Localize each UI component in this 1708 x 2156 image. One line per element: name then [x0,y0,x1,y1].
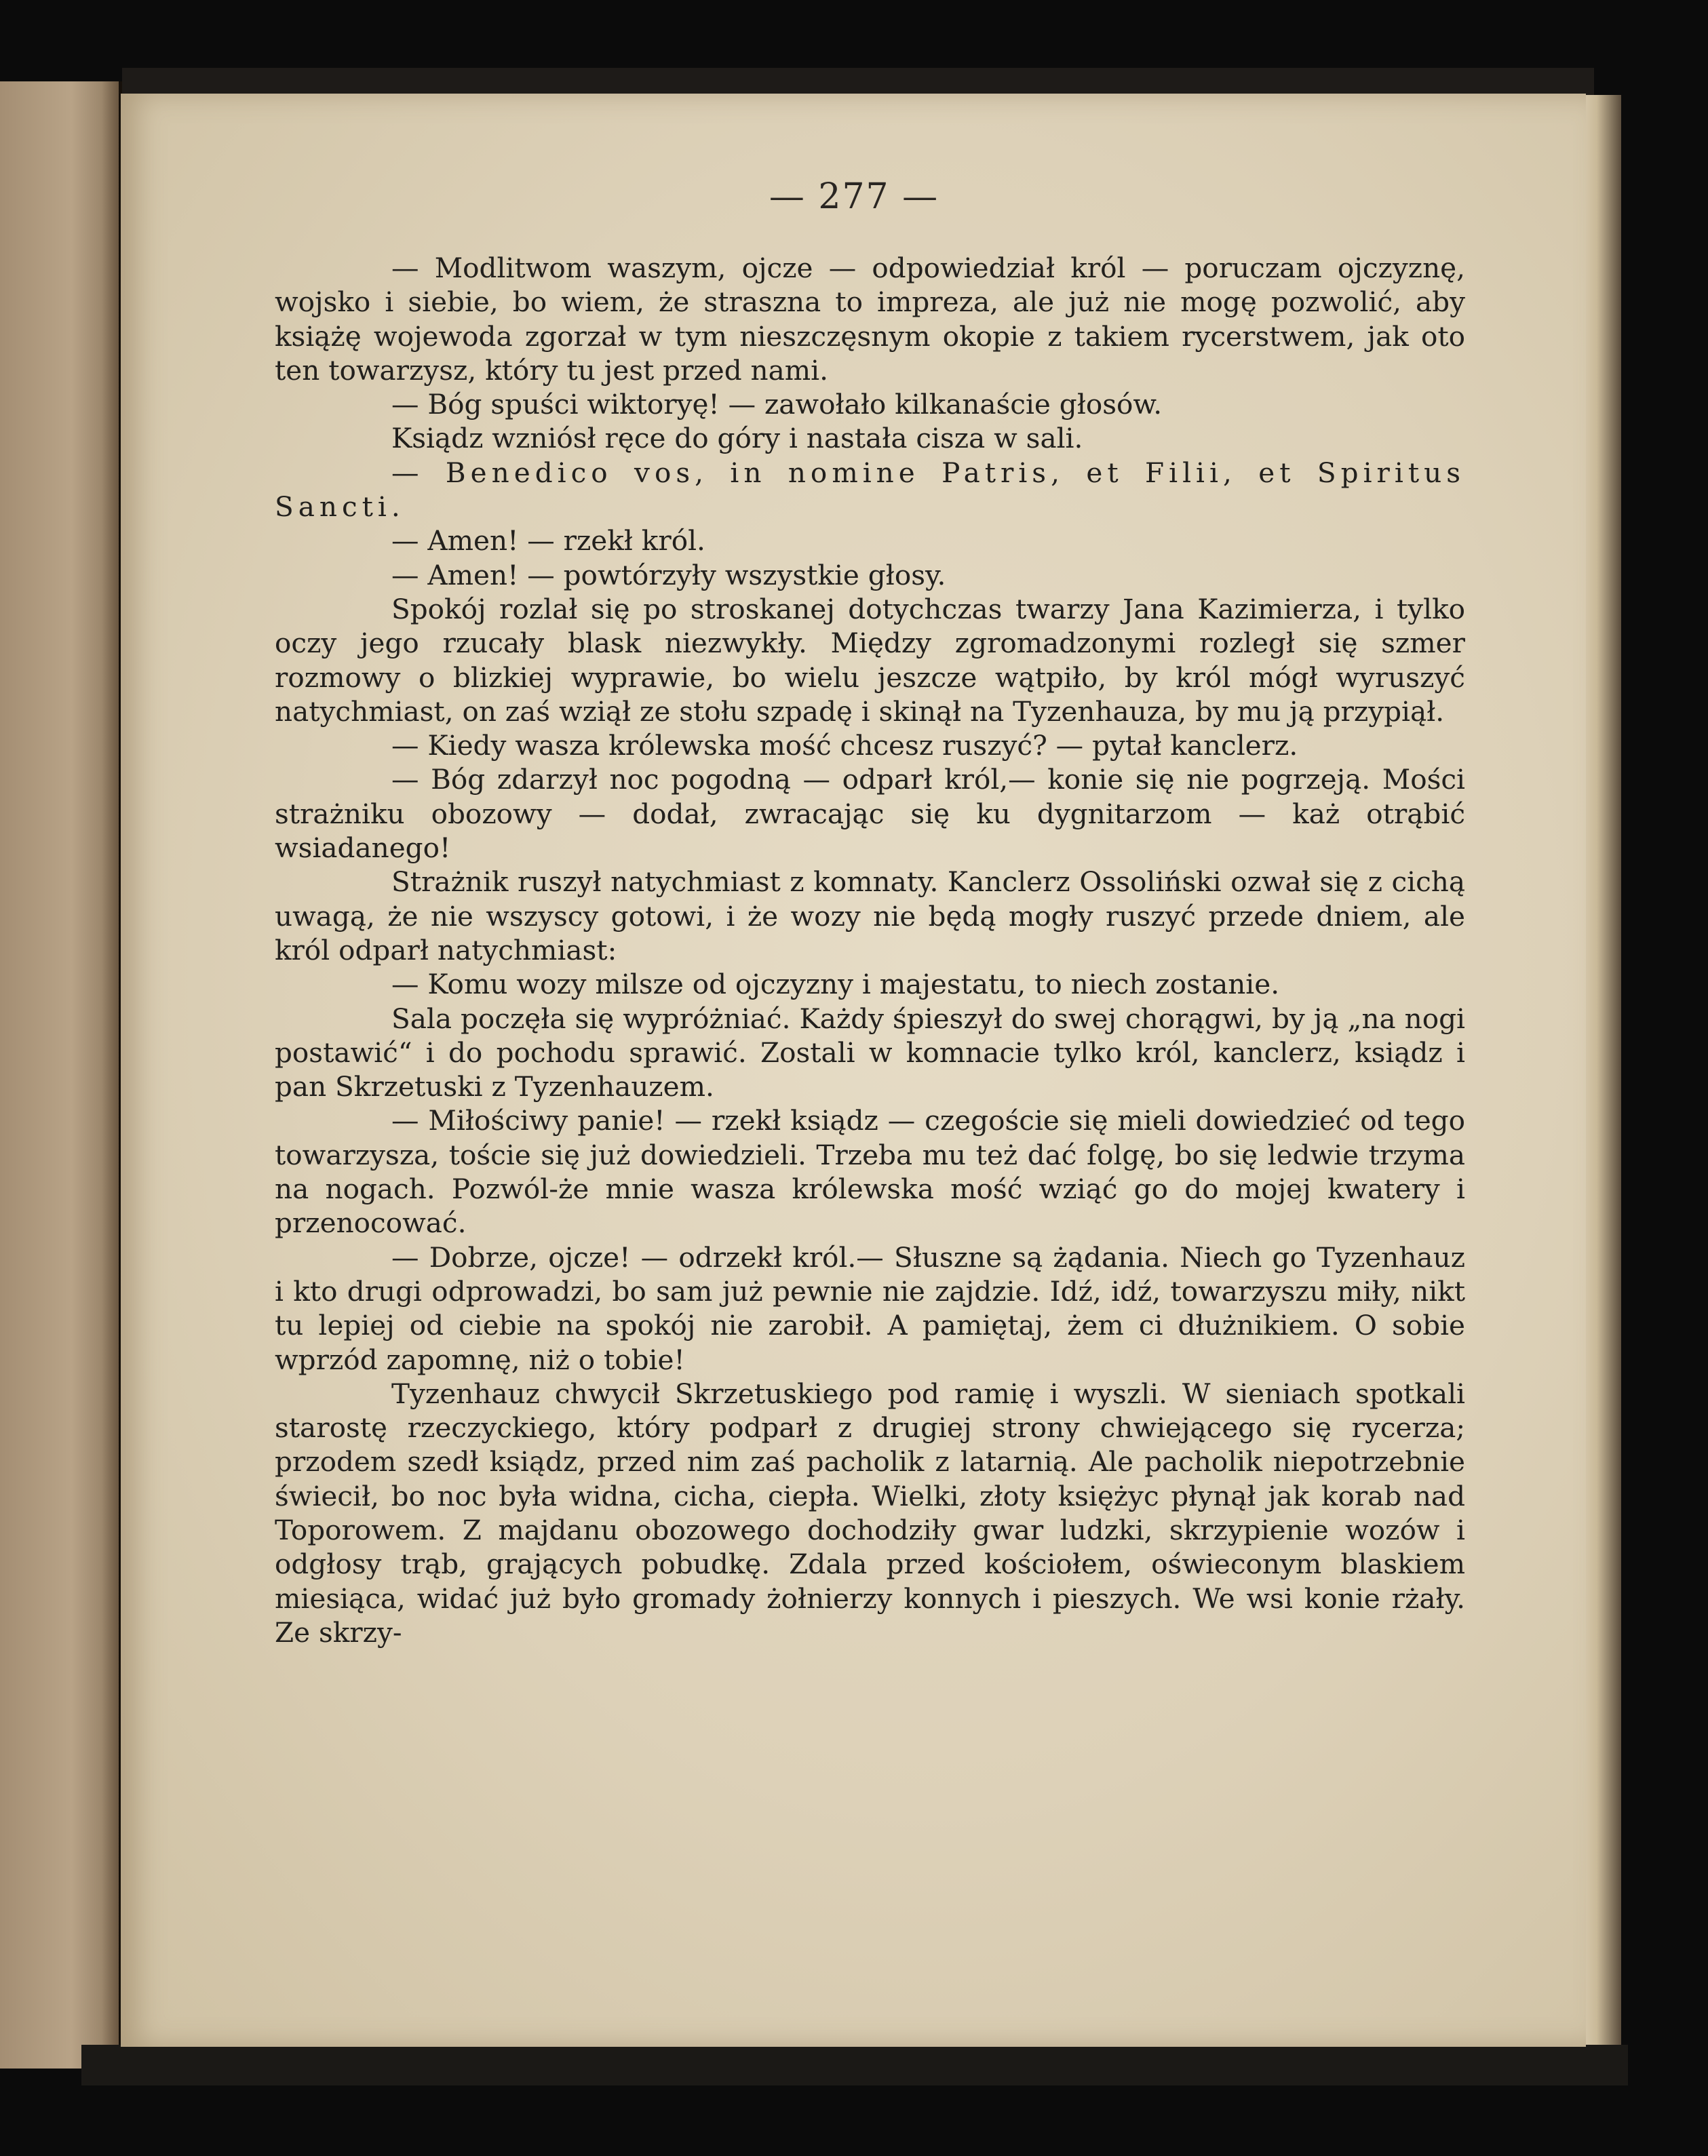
left-page-edge [0,81,119,2069]
cover-bottom-edge [81,2045,1628,2085]
paragraph: — Amen! — powtórzyły wszystkie głosy. [391,558,946,591]
paragraph: — Bóg spuści wiktoryę! — zawołało kilkanaście głosów. [391,388,1163,421]
page-text [275,251,1465,1649]
page-number: — 277 — [769,176,939,217]
paragraph: — Dobrze, ojcze! — odrzekł król.— Słuszne są żądania. Niech go Tyzenhauz i kto drugi odprowadzi, bo sam już pewnie nie zajdzie. Idź, idź, towarzyszu miły, nikt tu lepiej od ciebie na spokój nie zarobił. A pamiętaj, żem ci dłużnikiem. O sobie wprzód zapomnę, niż o tobie! [275,1240,1465,1376]
paragraph: — Kiedy wasza królewska mość chcesz ruszyć? — pytał kanclerz. [391,729,1298,762]
paragraph: Spokój rozlał się po stroskanej dotychczas twarzy Jana Kazimierza, i tylko oczy jego rzucały blask niezwykły. Między zgromadzonymi rozległ się szmer rozmowy o blizkiej wyprawie, bo wielu jeszcze wątpiło, by król mógł wyruszyć natychmiast, on zaś wziął ze stołu szpadę i skinął na Tyzenhauza, by mu ją przypiął. [275,592,1465,728]
paragraph: Tyzenhauz chwycił Skrzetuskiego pod ramię i wyszli. W sieniach spotkali starostę rzeczyckiego, który podparł z drugiej strony chwiejącego się rycerza; przodem szedł ksiądz, przed nim zaś pacholik z latarnią. Ale pacholik niepotrzebnie świecił, bo noc była widna, cicha, ciepła. Wielki, złoty księżyc płynął jak korab nad Toporowem. Z majdanu obozowego dochodziły gwar ludzki, skrzypienie wozów i odgłosy trąb, grających pobudkę. Zdala przed kościołem, oświeconym blaskiem miesiąca, widać już było gromady żołnierzy konnych i pieszych. We wsi konie rżały. Ze skrzy- [275,1377,1465,1649]
page-stack-edge [1580,95,1621,2062]
paragraph-latin-blessing: — Benedico vos, in nomine Patris, et Filii, et Spiritus Sancti. [275,456,1465,524]
paragraph: Sala poczęła się wypróżniać. Każdy śpieszył do swej chorągwi, by ją „na nogi postawić“ i do pochodu sprawić. Zostali w komnacie tylko król, kanclerz, ksiądz i pan Skrzetuski z Tyzenhauzem. [275,1002,1465,1103]
paragraph: Ksiądz wzniósł ręce do góry i nastała cisza w sali. [391,422,1083,455]
paragraph: — Miłościwy panie! — rzekł ksiądz — czegoście się mieli dowiedzieć od tego towarzysza, toście się już dowiedzieli. Trzeba mu też dać folgę, bo się ledwie trzyma na nogach. Pozwól-że mnie wasza królewska mość wziąć go do mojej kwatery i przenocować. [275,1104,1465,1240]
paragraph: — Bóg zdarzył noc pogodną — odparł król,— konie się nie pogrzeją. Mości strażniku obozowy — dodał, zwracając się ku dygnitarzom — każ otrąbić wsiadanego! [275,763,1465,865]
paragraph: — Amen! — rzekł król. [391,524,705,557]
cover-top-edge [122,68,1594,95]
paragraph: — Modlitwom waszym, ojcze — odpowiedział król — poruczam ojczyznę, wojsko i siebie, bo wiem, że straszna to impreza, ale już nie mogę pozwolić, aby książę wojewoda zgorzał w tym nieszczęsnym okopie z takiem rycerstwem, jak oto ten towarzysz, który tu jest przed nami. [275,252,1465,387]
paragraph: — Komu wozy milsze od ojczyzny i majestatu, to niech zostanie. [391,968,1280,1001]
paragraph: Strażnik ruszył natychmiast z komnaty. Kanclerz Ossoliński ozwał się z cichą uwagą, że nie wszyscy gotowi, i że wozy nie będą mogły ruszyć przede dniem, ale król odparł natychmiast: [275,865,1465,966]
